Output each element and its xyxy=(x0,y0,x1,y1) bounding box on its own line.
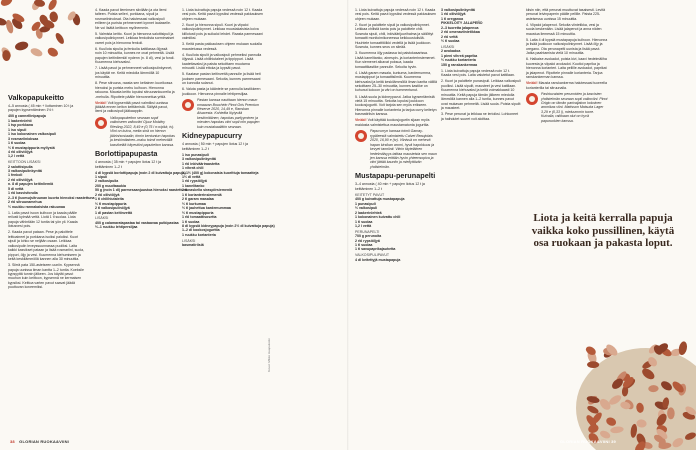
ingredient-item: ½ tl kurkumaa xyxy=(182,201,206,206)
ingredient-item: ½–1 ruukku lehtipersiljaa xyxy=(95,225,138,230)
method-step: 2. Kuori ja paloittele punasipuli. Leikkaa valkosipuli puoliksi. Lisää sipulit, mausteet ja vesi kattilaan. Kuumenna kiehuvaksi ja keitä voimakkaasti 10 minuuttia. Keitä papuja tämän jälkeen miedolla lämmöllä kannen alla 1–2 tuntia, kunnes pavut ovat mukavan pehmeitä. Lisää suola. Poista sipulit ja mausteet. xyxy=(441,79,521,111)
ingredient-item: 150 g ranskankermaa xyxy=(441,62,478,67)
ingredient-item: 2 rkl oliiviöljyä xyxy=(8,177,33,182)
method-step: Vinkki! Mausta ranskankerma halutessasi tuoreella korianterilla tai sitruunalla. xyxy=(526,81,607,90)
ingredient-item: 1–2 dl kookosjogurttia xyxy=(182,228,220,233)
ingredient-item: 1,2 l vettä xyxy=(355,223,372,228)
ingredient-item: 4 dl kypsiä borlottipapuja (noin 2 dl kuivattuja papuja) xyxy=(95,170,186,175)
ingredient-item: ½ tl jauhettua kardemummaa xyxy=(182,206,231,211)
vinkki-note xyxy=(95,101,175,114)
method-step: 7. Lisää pavut ja pehmenneet valkosipulinkynnet, jos käytät ne. Keitä miedolla lämmöllä 10 minuuttia. xyxy=(95,66,173,80)
ingredient-item: 1 kokonainen kuivattu chili xyxy=(355,215,401,220)
page-number: 39 xyxy=(611,439,616,444)
ingredient-item: 1 tsp porkkana xyxy=(8,123,34,128)
ingredient-item: 4 dl keitettyjä mustapapuja xyxy=(355,257,401,262)
ingredient-item: 2 salottisipulia xyxy=(8,164,33,169)
method-step: 1. Liota kuivattuja papuja vedessä noin 12 t. Kaada vesi pois. Keitä pavut kypsiksi vedessä pakkauksen ohjeen mukaan. xyxy=(355,8,437,21)
recipe-title-kidneypapucurry: Kidneypapucurry xyxy=(182,131,243,141)
ingredient-item: ½ tl mustapippuria myllystä xyxy=(8,145,55,150)
method-step: 6. Halkaise avokadot, poista kivi, kaavi hedelmäliha kuoresta ja viipaloi avokadot. Kuutioi paprika ja hienonna korianteri. Laita pellille avokadot, paprikat ja jalapenot. Ripottele pinnalle korianteria. Tarjoa ranskankerman kanssa. xyxy=(526,57,607,80)
method-step: 2. Kaada pavut pataan. Pese ja paloittele leittoaineet ja porkkana isoiksi paloiksi. Kuori sipuli ja lohko se neljään osaan. Leikkaa valkosipulin leveyssuunnassa puoliksi. Laita kaikki kasvikset pataan ja lisää rosmariini, suola, pippuri, öljy ja vesi. Kuumenna kiehumiseen ja keitä keskilämmöllä kannen alla 30 minuuttia. xyxy=(8,230,85,262)
ingredient-item: LISÄKSI xyxy=(441,44,455,49)
method-step: Vinkki! Voit käyttää kookosjogurtin sijaan myös maidosta valmistettua maustamatonta jogurttia. xyxy=(355,118,430,127)
ingredient-item: 8 dl kypsiä kidneypapuja (noin 2½ dl kuivattuja papuja) xyxy=(182,223,275,228)
method-step: 3. Pese perunat ja leikkaa ne lerioiksi. Lohkoneet ja haihdutet suuret voit aloittaa. xyxy=(441,112,519,121)
method-step: kiisin niin, että perunat muuttuvat tasaisesti. Levitä perunat leivinpaperin päälle pellille. Paista 225-asteisessa uunissa 15 minuuttia. xyxy=(526,8,606,21)
photo-credit: Kuvat: Mikko Haapakoski xyxy=(267,338,271,372)
recipe-title-mustapapu: Mustapapu-perunapelti xyxy=(355,171,436,181)
ingredient-item: 400 g calamaratapastaa tai vastaavaa putkipastaa xyxy=(95,220,179,225)
ingredient-item: basmatiriisiä xyxy=(182,242,204,247)
ingredient-item: 1 vihreä chili xyxy=(182,166,204,171)
ingredient-item: 1 pieni vihreä paprika xyxy=(441,53,478,58)
method-step: 8. Pese sitruuna, raasta sen keltainen kuorikossa hienoksi ja purista mehu kulhoon. Hienonna rakuuna. Mausta keitto lopuksi sitruunankuorella ja -mehulla. Ripottele päälle hienonnettua yrttiä. xyxy=(95,81,175,99)
recipe-column-2 xyxy=(95,8,188,438)
ingredient-list xyxy=(95,170,188,230)
ingredient-item: 1 tl oreganoa xyxy=(441,16,464,21)
ingredient-item: 3 valkosipulinkynttä xyxy=(441,8,475,12)
ingredient-item: 1 rkl kasvisfondia xyxy=(8,191,38,196)
wine-tip-text: Pastan kanssa nautitaan hienon maun omaavan Bouchéin Pinot Gris Premium Réserve 2020, 14,49 e, Ranskan Alsacesta. Kohteilta löytyvää keskimitäinen, hapokas parfyyminen ja mieuten hapokas viini sopii niin papujen kuin mustakaalitkin seuraan. xyxy=(197,98,260,129)
beer-glass-icon xyxy=(526,93,538,105)
method-steps xyxy=(95,8,175,99)
method-steps xyxy=(441,69,521,121)
ingredient-item: 400 g kuivattuja mustapapuja xyxy=(355,197,405,202)
recipe-column-5 xyxy=(441,8,521,438)
ingredient-item: PIKKELÖITY JALAPEÑO xyxy=(441,21,483,26)
ingredient-item: 2 rkl oliiviöljyä xyxy=(95,192,120,197)
pull-quote: Liota ja keitä kerralla papuja vaikka koko pussillinen, käytä osa ruokaan ja pakasta loput. xyxy=(531,212,675,249)
recipe-yield: 3–4 annosta ( 40 min + papujen liotus 12 t ja keittäminen 1–2 t xyxy=(355,182,425,191)
ingredient-item: 1 tl suolaa xyxy=(8,141,26,146)
ingredient-item: 1½ dl vettä xyxy=(182,174,201,179)
ingredient-item: 1 iso sipuli xyxy=(8,127,27,132)
method-step: 6. Valuta pasta ja kääntele se pannulla kastikkeen joukkoon. Hienonna pinnalle lehtipersiljaa. xyxy=(182,87,261,96)
ingredient-item: 700 g perunoita xyxy=(355,234,382,239)
recipe-yield: 4 annosta ( 50 min + papujen liotus 12 t ja keittäminen 1–2 t xyxy=(182,142,248,151)
method-step: 1. Liota kuivattuja papuja vedessä noin 12 t. Kaada vesi pois. Laita valutetut pavut kattilaan. xyxy=(441,68,515,78)
method-step: 5. Lisää suola ja kidneypavut. Jatka kypsentämistä vielä 15 minuuttia. Sekoita lopuksi joukkoon kookosjogurtti. Voit tarjota sen myös erikseen. Hienonna pinnalle korianteria ja tarjoa curry keitetyn basmatiriisin kanssa. xyxy=(355,94,437,117)
ingredient-item: 2 rkl rypsiöljyä xyxy=(355,238,380,243)
ingredient-item: KEITTOON LISÄKSI xyxy=(8,160,41,165)
wine-glass-icon xyxy=(182,99,194,111)
wine-tip-text: Valkopapukeiton seuraan sopii valkoiseen valkoviini Ojuur Mobilny Riesling 2022, 8,49 e (0,75 l n:o/pikk, tv). Viini on kuiva, melta sinä on hienon jäärin/sosiaalin, tinnin kentuntun hapokas ja keskimitainen–maku toimii mehevällä kasvikeiltä häyestöni papukeiton kanssa. xyxy=(110,115,175,147)
method-step: 4. Viipaloi jalapenot. Sekoita viinietikka, vesi ja suola keskenään. Lisää jalapenot ja anna niiden maustua liemessä 15 minuuttia. xyxy=(526,22,602,36)
wine-tip xyxy=(95,116,175,147)
ingredient-item: ½ valkosipuli xyxy=(355,206,378,211)
ingredient-item: 2 valkosipulia xyxy=(95,179,119,184)
ingredient-item: 1 tl suolaa xyxy=(355,219,373,224)
ingredient-item: 2 tl garam masalaa xyxy=(182,197,214,202)
method-step: 3. Siirrä pata 150-asteiseen uuniin. Kypsennä papuja uunissa ilman kantta 1–2 tuntia. Koeksile kypsyyttä tunnin jälkeen. Jos käytät pavut muuhun kuin keittoon, kypsennä ne kermaisen kypsiksi. Keittoa varten pavut saavat jäädä puuttuvan koveemiksi. xyxy=(8,263,84,290)
method-step: 3. Keitä pasta pakkauksen ohjeen mukaan suolalla maustetussa vedessä. xyxy=(182,42,262,51)
method-step: 5. Kaatase pastan keitinvettä pannulle ja lisää heti juuksen parmesaani. Sekoita, kunnes parmesaani on kunnolla sulanut. xyxy=(182,72,261,86)
ingredient-item: KEITETYT PAVUT xyxy=(355,192,385,197)
ingredient-item: 1,2 l vettä xyxy=(8,154,25,159)
recipe-column-4 xyxy=(355,8,437,438)
wine-glass-icon xyxy=(355,130,367,142)
ingredient-item: 1 dl pastan keitinvettä xyxy=(95,210,133,215)
beer-tip-text: Pashtuvaisten perunoiden ja kasvisten yhdistelmän seuraan sopii valkoviini. Pinot Grigio on tämän parivaljakon kokoinen aromikas viini. Mattsson Matsuka Lager 3,29 e (0,33 l), mieluummin tuore. Kuivalla, raikkaan olut on hyvä papuruokien kanssa. xyxy=(541,92,608,123)
beer-tip xyxy=(526,92,608,123)
ingredient-item: 2 laakerinlehteä xyxy=(355,210,382,215)
ingredient-item: 4 rkl oliiviöljyä xyxy=(8,150,33,155)
page-footer-right xyxy=(560,439,619,444)
page-gutter xyxy=(347,0,349,450)
ingredient-item: 1–1½ (400 g) kokonaisia kuorittuja tomaatteja xyxy=(182,170,259,175)
ingredient-item: 1 sipuli xyxy=(95,174,108,179)
ingredient-item: 2 rkl sitruunamehua xyxy=(8,200,42,205)
method-step: 2. Kuori ja hienonna sipuli. Kuori ja viipaloi valkosipulinkynnet. Leikkaa muustakaisista koiva kiillotusti pois ja suikaloi lehdet. Raasta parmesaani valmiiksi. xyxy=(182,22,263,41)
ingredient-list xyxy=(8,114,95,209)
ingredient-item: 3 valkosipulinkynttä xyxy=(8,169,42,174)
method-step: 4. Lisää garam masala, kurkuma, kardemumma, mustapippuri ja tomaattisilmiä. Kuumenna kiehuvaksi ja keitä keskilämmöllä ilman kantta välillä sekoittaen 25–30 minuuttia, kunnes kastike on kuhunut kokoon ja väri on tummentunut. xyxy=(355,70,438,93)
ingredient-item: 1 rkl oliiviöljyä xyxy=(441,12,466,17)
beans-photo-left xyxy=(0,0,100,90)
recipe-yield: 4–5 annosta ( 45 min + liottaminen 10 t ja papujen kypsentäminen 1½ t xyxy=(8,104,74,113)
ingredient-item: 1 laakerinlehti xyxy=(8,118,32,123)
method-step: 5. Laita 4 dl kypsiä mustapapuja kulhoon. Hienonna ja lisää joukkoon valkosipulinkynnet. Lisää öljy ja oregano. Ota perunapelti uunista ja lisää pavut. Jatka paahtamista vielä 10 minuuttia. xyxy=(526,37,608,56)
method-step: 4. Kaada pavut lieminsen siivilään ja ota liemi talteen. Poista selleri, porkkana, sipuli ja rosmariininoksat. Ota halutessasi valkosipuli erilleen ja purista pehmenneet kynnet lautaselle. Ne voi lisätä keittoon myöhemmin. xyxy=(95,8,171,30)
ingredient-item: 1 iso kokonainen valkosipuli xyxy=(8,132,57,137)
ingredient-item: 1 punasipuli xyxy=(355,201,376,206)
ingredient-item: 50 g (noin 1 dl) parmesaanjuustoa hienoksi raastettuna xyxy=(95,188,188,193)
ingredient-list xyxy=(441,8,521,67)
wine-tip xyxy=(182,98,264,129)
ingredient-item: 200 g nuudtaaukia xyxy=(95,183,126,188)
beans-photo-right xyxy=(556,308,696,450)
ingredient-item: VALKOSIPULIPAVUT xyxy=(355,253,390,258)
recipe-column-6 xyxy=(526,8,608,208)
ingredient-item: 1 iso punasipuli xyxy=(182,152,209,157)
ingredient-item: 2 rkl vettä xyxy=(441,34,458,39)
ingredient-item: 1 tl chilihiutaleita xyxy=(95,197,124,202)
ingredient-item: LISÄKSI xyxy=(182,238,196,243)
ingredient-list xyxy=(355,193,437,262)
ingredient-item: n. 8 dl papujen keitinliemiä xyxy=(8,182,54,187)
ingredient-item: ½ nuukku rannakaisista rakuunaa xyxy=(8,204,65,209)
ingredient-item: 1 rkl inkivääriraastetta xyxy=(182,161,220,166)
method-step: 5. Valmista keitto. Kuori ja hienonna salottisipuli ja valkosipulinkynnet. Leikkaa fenkolista sormimaiset varret pois ja hienonna fenkoli. xyxy=(95,31,175,45)
magazine-name: GLORIAN RUOKA&VIINI xyxy=(560,439,610,444)
ingredient-item: ½ ruukku korianteria xyxy=(441,58,476,63)
ingredient-item: 1 kanelitanko xyxy=(182,183,205,188)
method-step: 2. Kuori ja paloittele sipuli ja valkosipulinkynnet. Leikkaa chilistä kanta pois ja paloittele chili. Soseuta sipuli, chili, inkiväärijuurihalma ja säilöttyt tomaatit monitoimikoneessa keikkuustulisliä. Huuhtele tomaattitölkki vedellä ja lisää joukkoon. Soseuta, kunnes seos on sileää. xyxy=(355,22,434,50)
recipe-yield: 4 annosta ( 35 min + papujen liotus 12 t ja keittäminen 1–2 t xyxy=(95,160,161,169)
method-steps xyxy=(8,211,86,290)
method-step: 6. Kuullota sipulia ja fenkolia kattilassa öljyssä noin 10 minuuttia, kunnes ne ovat pehmeitä. Lisää papujen keitinliemiä/ nydenn (n. 8 dl), vesi ja fondi. Kuumenna kiehuvaksi. xyxy=(95,46,175,65)
ingredient-item: 1 ruukku korianteria xyxy=(182,232,216,237)
ingredient-item: 2 tl valkosipulinöljyä xyxy=(95,206,130,211)
ingredient-item: 2 rkl omenaviinietikkaa xyxy=(441,30,480,35)
ingredient-item: 3 valkosipulinkynttä xyxy=(182,157,216,162)
ingredient-list xyxy=(182,152,275,248)
ingredient-item: 1 rkl tomaattisosetta xyxy=(182,215,217,220)
ingredient-item: 1 tl korianterinsiemeniä xyxy=(182,192,222,197)
ingredient-item: 2 tl naskelia siraspiirsiemeniä xyxy=(182,188,233,193)
recipe-title-valkopapukeitto: Valkopapukeitto xyxy=(8,93,64,102)
ingredient-item: 5 dl vettä xyxy=(8,186,24,191)
ingredient-item: 2–3 tuoretta jalapenoa xyxy=(441,25,479,30)
recipe-title-borlotti: Borlottipapupasta xyxy=(95,149,158,159)
method-steps xyxy=(182,8,264,96)
ingredient-item: 1 rkl rypsiöljyä xyxy=(182,179,207,184)
ingredient-item: 1 tl savupaprikajauhetta xyxy=(355,247,396,252)
ingredient-item: 400 g cannellinipapuja xyxy=(8,114,46,119)
ingredient-item: ½ tl mustapippuria xyxy=(182,210,214,215)
method-step: 1. Liota kuivattuja papuja vedessä noin 12 t. Kaada vesi pois. Keitä pavut kypsiksi vedessä pakkauksen ohjeen mukaan. xyxy=(182,8,264,21)
method-step: 1. Laita pavut isoon kulhoon ja kaada päälle reilusti kylmää vettä. Liotä 1 tl suolaa. Liota papuja vähintään 12 tuntia tai yön yli. Kaada liotusvesi pois. xyxy=(8,210,78,229)
wine-tip xyxy=(355,129,437,169)
vinkki-text: Voit kypsentää pavut valmiiksi uunissa jääkää ennen keiton keittämistä. Säilytä pavut, liemi ja valkosipuli jääkaappiin. xyxy=(95,100,168,114)
ingredient-item: ½ tl mustapippuria xyxy=(95,201,127,206)
method-steps xyxy=(526,8,608,90)
ingredient-item: 2 avokadoa xyxy=(441,49,461,54)
vinkki-label: Vinkki! xyxy=(95,100,107,105)
method-steps xyxy=(355,8,437,127)
ingredient-item: ½ tl suolaa xyxy=(441,39,460,44)
ingredient-item: 3 rosmariinioksaa xyxy=(8,136,39,141)
page-footer-left xyxy=(10,439,69,444)
ingredient-item: PERUNAPELTI xyxy=(355,229,380,234)
page-number: 38 xyxy=(10,439,15,444)
magazine-name: GLORIAN RUOKA&VIINI xyxy=(19,439,69,444)
wine-tip-text: Papucurryn kanssa toimii Gamay-rypäleestä valmistettu Calvet Beaujolais 2020, 16,90 e (tv). Viinissä on mehevä hapan kirsikan aromi, hyvä hapokkuus ja kevyet tanniinit. Viinin täyteläinen hedelmäisyys taittaa mausteista sen maun jen kanssa erittäin hyvin yhteensopiva ja viini jättää kauniin ja miellyttävän yhdistelmän. xyxy=(370,129,437,169)
ingredient-item: 2–3 tl (luomu)sitruunan kuorta hienoksi raastettuna xyxy=(8,195,95,200)
ingredient-item: 1 fenkoli xyxy=(8,173,23,178)
method-step: 3. Kuumenna öljy padassa tai paistokasarissa. Lisää kanelitanko, ainespin- ja korianterinsiemenet. Kun siemenet alkavat poksua, kaada tomaattikastike pannulle. Sekoita hyvin. xyxy=(355,51,436,69)
ingredient-item: 1 tl suolaa xyxy=(182,219,200,224)
recipe-column-1 xyxy=(8,93,95,434)
method-step: 4. Kuullota sipulit ja valkosipuli pehmeiksi pannulla öljyssä. Lisää chilihiutaleet ja tippippuri. Lisää kaatettavaksi ja paista sekoittaen muutama minuutti. Lisää ettoka ja kypsät pavut. xyxy=(182,52,262,71)
wine-glass-icon xyxy=(95,117,107,129)
ingredient-item: 1 tl suolaa xyxy=(355,242,373,247)
ingredient-item: LISÄKSI xyxy=(95,216,109,221)
